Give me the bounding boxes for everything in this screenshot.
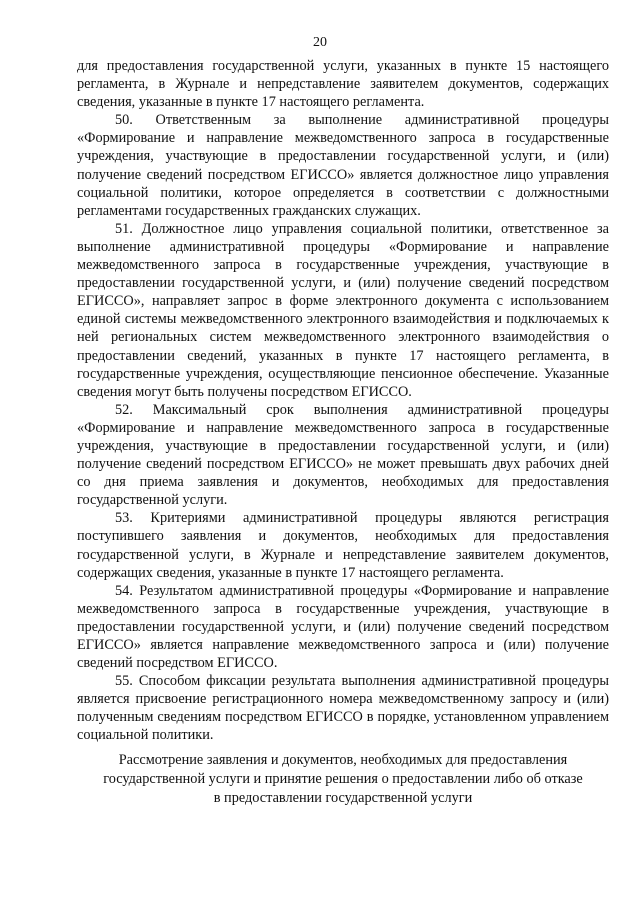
paragraph-51: 51. Должностное лицо управления социальной политики, ответственное за выполнение административной процедуры «Формирование и направление межведомственного запроса в государственные учреждения, участвующие в предоставлении государственной услуги, и (или) получение сведений посредством ЕГИССО», направляет запрос в форме электронного документа с использованием единой системы межведомственного электронного взаимодействия и подключаемых к ней региональных систем межведомственного электронного взаимодействия о предоставлении сведений, указанных в пункте 17 настоящего регламента, в государственные учреждения, осуществляющие пенсионное обеспечение. Указанные сведения могут быть получены посредством ЕГИССО.: [77, 220, 609, 400]
paragraph-50: 50. Ответственным за выполнение административной процедуры «Формирование и направление межведомственного запроса в государственные учреждения, участвующие в предоставлении государственной услуги, и (или) получение сведений посредством ЕГИССО» является должностное лицо управления социальной политики, которое определяется в соответствии с должностными регламентами государственных гражданских служащих.: [77, 112, 609, 219]
section-heading-line: государственной услуги и принятие решения о предоставлении либо об отказе: [103, 770, 583, 787]
page-number: 20: [313, 35, 327, 50]
paragraph-continuation: для предоставления государственной услуги, указанных в пункте 15 настоящего регламента, в Журнале и непредставление заявителем документов, содержащих сведения, указанные в пункте 17 настоящего регламента.: [77, 58, 609, 111]
section-heading-line: Рассмотрение заявления и документов, необходимых для предоставления: [118, 752, 568, 768]
paragraph-55: 55. Способом фиксации результата выполнения административной процедуры является присвоение регистрационного номера межведомственному запросу и (или) полученным сведениям посредством ЕГИССО в порядке, установленном управлением социальной политики.: [77, 673, 609, 744]
section-heading-line: в предоставлении государственной услуги: [213, 789, 473, 806]
paragraph-53: 53. Критериями административной процедуры являются регистрация поступившего заявления и документов, необходимых для предоставления государственной услуги, в Журнале и непредставление заявителем документов, содержащих сведения, указанные в пункте 17 настоящего регламента.: [77, 510, 609, 581]
section-heading: [77, 751, 609, 807]
document-body: [77, 57, 609, 745]
paragraph-54: 54. Результатом административной процедуры «Формирование и направление межведомственного запроса в государственные учреждения, участвующие в предоставлении государственной услуги, и (или) получение сведений посредством ЕГИССО» является направление межведомственного запроса и (или) получение сведений посредством ЕГИССО.: [77, 582, 609, 672]
paragraph-52: 52. Максимальный срок выполнения административной процедуры «Формирование и направление межведомственного запроса в государственные учреждения, участвующие в предоставлении государственной услуги, и (или) получение сведений посредством ЕГИССО» не может превышать двух рабочих дней со дня приема заявления и документов, необходимых для предоставления государственной услуги.: [77, 401, 609, 509]
